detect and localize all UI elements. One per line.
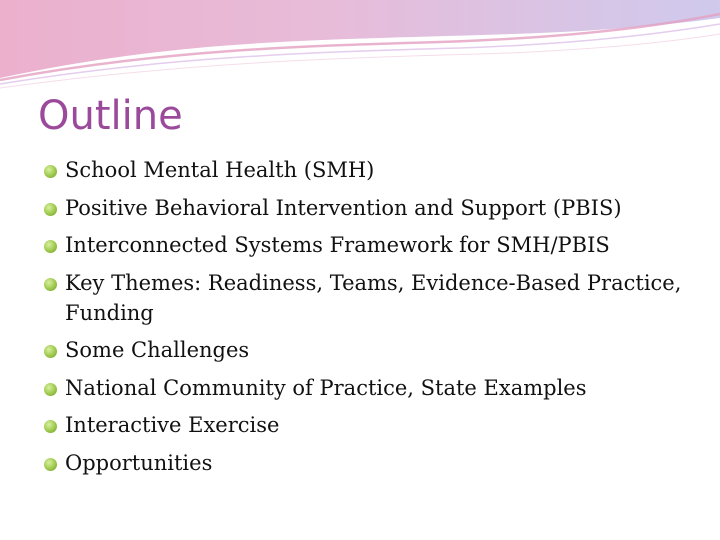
list-item	[44, 268, 704, 328]
list-item-text: School Mental Health (SMH)	[65, 158, 375, 182]
list-item	[44, 448, 704, 478]
slide-title: Outline	[38, 93, 183, 139]
green-circle-bullet-icon	[44, 420, 57, 433]
green-circle-bullet-icon	[44, 240, 57, 253]
list-item	[44, 155, 704, 185]
list-item	[44, 193, 704, 223]
bullet-list	[44, 155, 704, 485]
green-circle-bullet-icon	[44, 383, 57, 396]
decorative-header-swoosh	[0, 0, 720, 90]
list-item	[44, 335, 704, 365]
list-item-text: Interconnected Systems Framework for SMH/PBIS	[65, 233, 610, 257]
list-item	[44, 230, 704, 260]
green-circle-bullet-icon	[44, 165, 57, 178]
green-circle-bullet-icon	[44, 278, 57, 291]
green-circle-bullet-icon	[44, 203, 57, 216]
list-item-text: Interactive Exercise	[65, 413, 280, 437]
green-circle-bullet-icon	[44, 458, 57, 471]
list-item-text: Key Themes: Readiness, Teams, Evidence-Based Practice, Funding	[65, 270, 682, 325]
list-item-text: Opportunities	[65, 450, 213, 475]
list-item-text: National Community of Practice, State Examples	[65, 375, 587, 400]
list-item	[44, 373, 704, 403]
list-item-text: Some Challenges	[65, 338, 250, 362]
list-item	[44, 410, 704, 440]
list-item-text: Positive Behavioral Intervention and Support (PBIS)	[65, 195, 622, 220]
green-circle-bullet-icon	[44, 345, 57, 358]
